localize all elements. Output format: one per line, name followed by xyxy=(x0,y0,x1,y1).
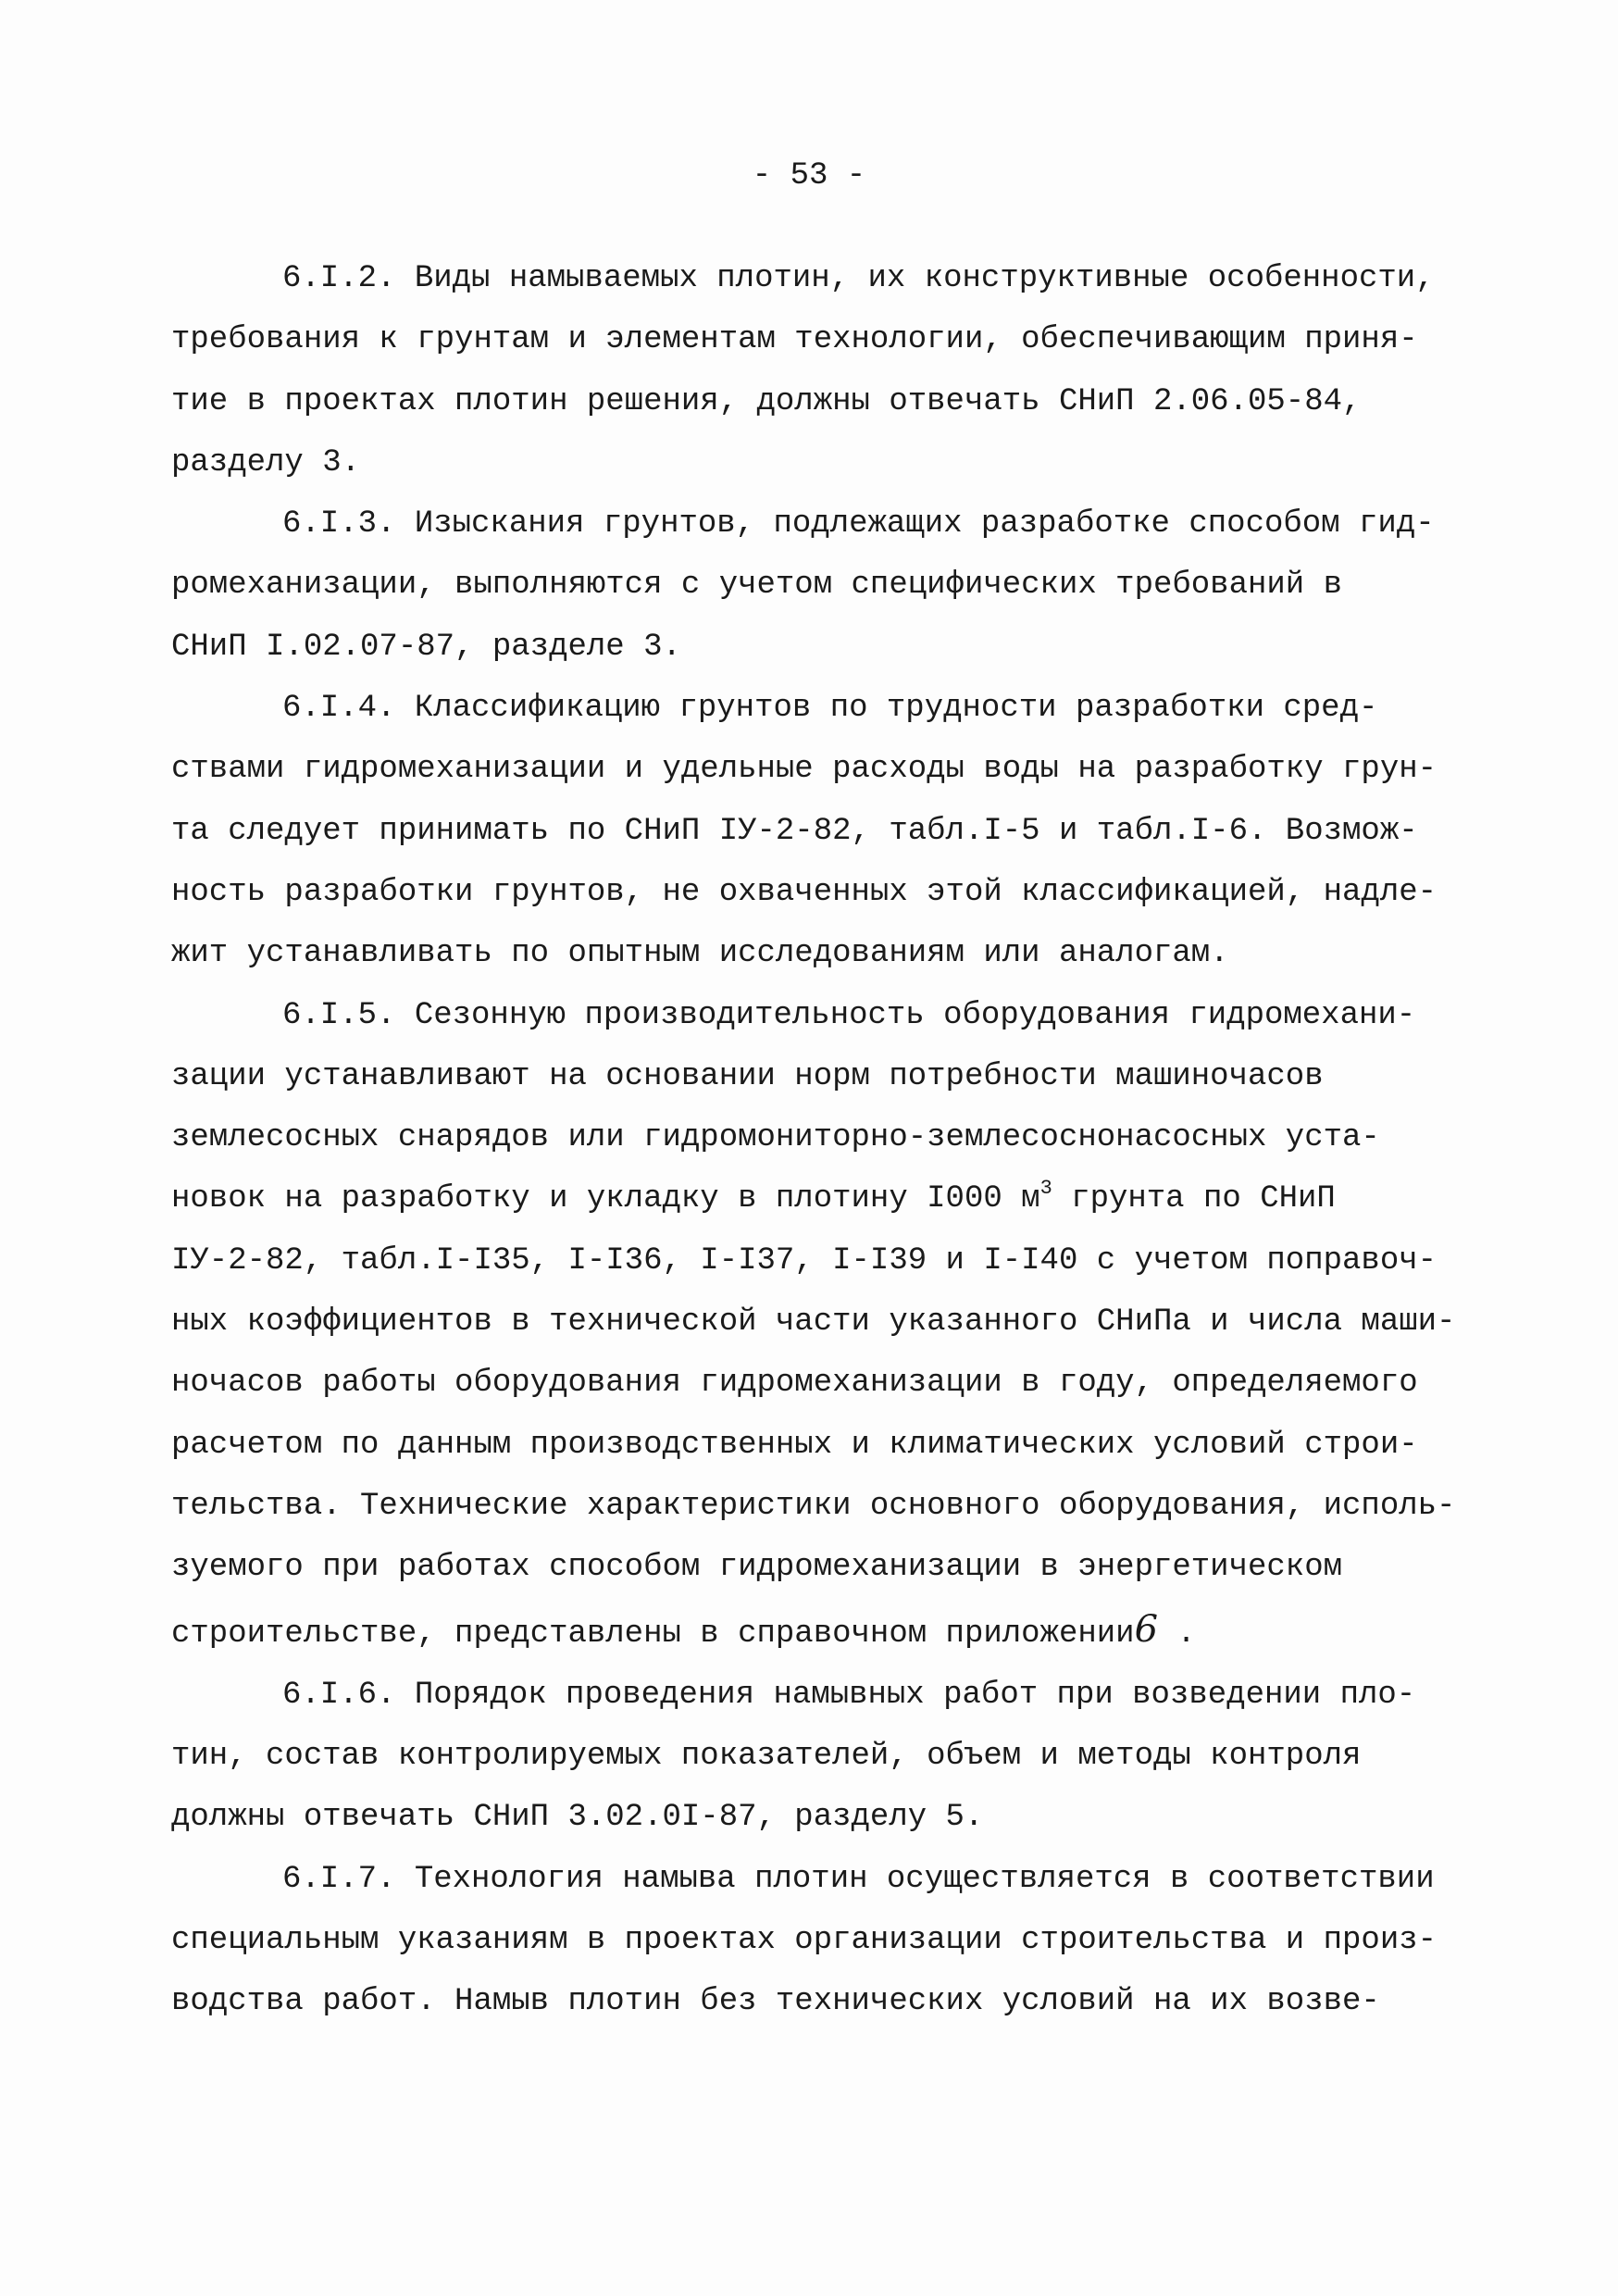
text-line: зации устанавливают на основании норм потребности машиночасов xyxy=(171,1058,1324,1094)
text-line: требования к грунтам и элементам технологии, обеспечивающим приня- xyxy=(171,322,1418,358)
text-segment: новок на разработку и укладку в плотину I000 м xyxy=(171,1181,1040,1217)
superscript-cubic: 3 xyxy=(1039,1177,1052,1201)
text-line: IУ-2-82, табл.I-I35, I-I36, I-I37, I-I39 и I-I40 с учетом поправоч- xyxy=(171,1242,1438,1279)
text-line: ность разработки грунтов, не охваченных этой классификацией, надле- xyxy=(171,874,1438,910)
paragraph-6-1-5 xyxy=(171,985,1476,1665)
text-line: 6.I.5. Сезонную производительность оборудования гидромехани- xyxy=(282,997,1416,1033)
text-line-with-superscript xyxy=(171,1168,1476,1229)
text-line: 6.I.7. Технология намыва плотин осуществляется в соответствии xyxy=(282,1861,1435,1897)
text-line: должны отвечать СНиП 3.02.0I-87, разделу 5. xyxy=(171,1800,984,1836)
text-line: та следует принимать по СНиП IУ-2-82, табл.I-5 и табл.I-6. Возмож- xyxy=(171,813,1418,849)
text-line: ночасов работы оборудования гидромеханизации в году, определяемого xyxy=(171,1366,1418,1402)
text-line: расчетом по данным производственных и климатических условий строи- xyxy=(171,1427,1418,1463)
text-line: тин, состав контролируемых показателей, объем и методы контроля xyxy=(171,1739,1362,1775)
text-line: 6.I.2. Виды намываемых плотин, их конструктивные особенности, xyxy=(282,261,1435,296)
text-line: водства работ. Намыв плотин без технических условий на их возве- xyxy=(171,1984,1380,2020)
text-segment: . xyxy=(1158,1616,1196,1652)
text-line: тие в проектах плотин решения, должны отвечать СНиП 2.06.05-84, xyxy=(171,383,1362,419)
paragraph-6-1-2 xyxy=(171,248,1476,493)
text-line: жит устанавливать по опытным исследованиям или аналогам. xyxy=(171,936,1229,972)
text-line: разделу 3. xyxy=(171,444,361,480)
text-line: ных коэффициентов в технической части указанного СНиПа и числа маши- xyxy=(171,1304,1456,1341)
text-line: специальным указаниям в проектах организации строительства и произ- xyxy=(171,1923,1438,1959)
text-line-with-appendix-mark xyxy=(171,1599,1476,1665)
handwritten-appendix-number: 6 xyxy=(1134,1607,1159,1651)
page-number: - 53 - xyxy=(752,158,866,193)
document-body xyxy=(171,248,1476,2033)
text-line: ствами гидромеханизации и удельные расходы воды на разработку грун- xyxy=(171,752,1438,788)
text-line: 6.I.6. Порядок проведения намывных работ при возведении пло- xyxy=(282,1677,1416,1713)
text-line: 6.I.3. Изыскания грунтов, подлежащих разработке способом гид- xyxy=(282,506,1435,543)
paragraph-6-1-7 xyxy=(171,1849,1476,2033)
paragraph-6-1-3 xyxy=(171,493,1476,678)
text-line: СНиП I.02.07-87, разделе 3. xyxy=(171,629,681,665)
text-line: 6.I.4. Классификацию грунтов по трудности разработки сред- xyxy=(282,691,1378,727)
text-line: тельства. Технические характеристики основного оборудования, исполь- xyxy=(171,1488,1456,1524)
text-line: зуемого при работах способом гидромеханизации в энергетическом xyxy=(171,1550,1343,1586)
text-line: ромеханизации, выполняются с учетом специфических требований в xyxy=(171,568,1343,604)
text-segment: грунта по СНиП xyxy=(1052,1181,1336,1217)
text-line: землесосных снарядов или гидромониторно-землесоснонасосных уста- xyxy=(171,1120,1380,1156)
paragraph-6-1-6 xyxy=(171,1665,1476,1849)
paragraph-6-1-4 xyxy=(171,678,1476,984)
text-segment: строительстве, представлены в справочном приложении xyxy=(171,1616,1135,1652)
